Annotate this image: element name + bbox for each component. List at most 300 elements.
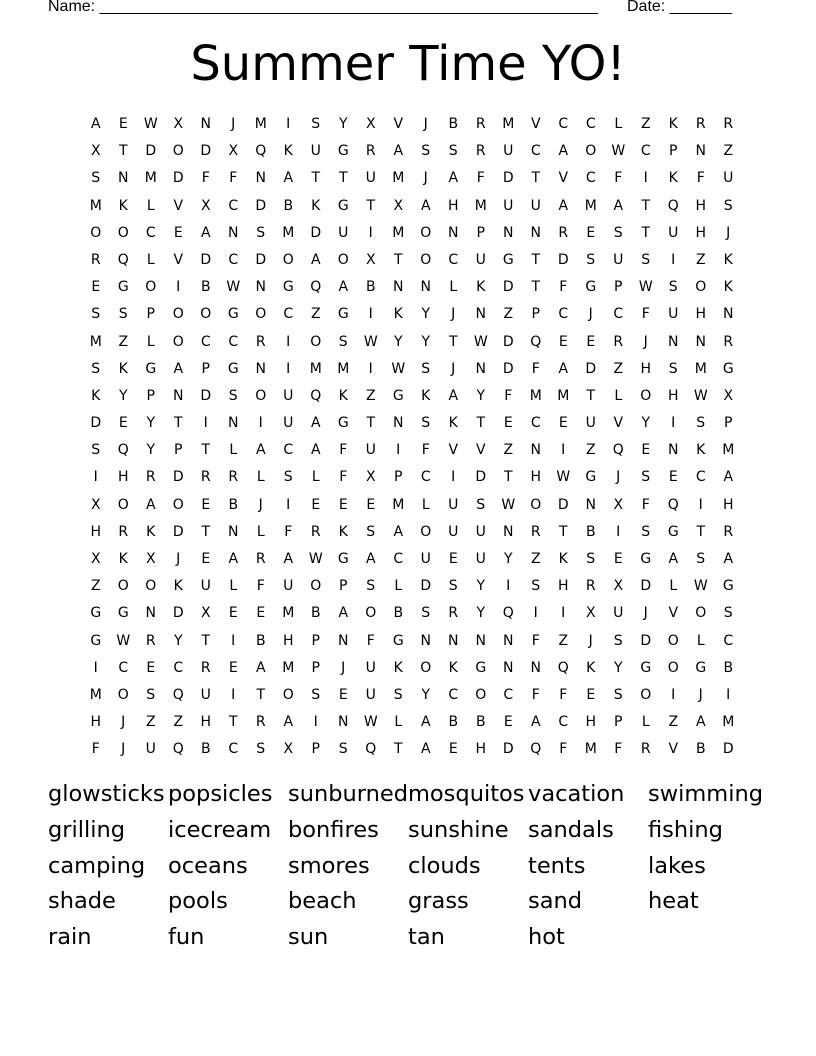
grid-cell[interactable]: X bbox=[90, 551, 101, 567]
grid-cell[interactable]: H bbox=[695, 306, 707, 323]
grid-cell[interactable]: O bbox=[145, 279, 157, 296]
grid-cell[interactable]: L bbox=[614, 387, 623, 404]
grid-cell[interactable]: L bbox=[256, 523, 265, 540]
grid-cell[interactable]: E bbox=[586, 224, 596, 241]
grid-cell[interactable]: P bbox=[174, 442, 183, 459]
grid-cell[interactable]: C bbox=[448, 686, 459, 703]
grid-cell[interactable]: H bbox=[530, 469, 542, 486]
grid-cell[interactable]: U bbox=[585, 415, 596, 432]
grid-cell[interactable]: C bbox=[530, 143, 541, 160]
grid-cell[interactable]: W bbox=[473, 333, 488, 350]
grid-cell[interactable]: L bbox=[229, 578, 238, 595]
grid-cell[interactable]: C bbox=[530, 415, 541, 432]
grid-cell[interactable]: K bbox=[311, 197, 321, 214]
grid-cell[interactable]: F bbox=[641, 306, 650, 323]
grid-cell[interactable]: W bbox=[693, 578, 708, 595]
grid-cell[interactable]: G bbox=[695, 659, 707, 676]
grid-cell[interactable]: J bbox=[616, 469, 621, 486]
grid-cell[interactable]: A bbox=[723, 469, 734, 486]
grid-cell[interactable]: S bbox=[311, 116, 321, 132]
grid-cell[interactable]: D bbox=[200, 251, 212, 268]
grid-cell[interactable]: X bbox=[393, 197, 404, 214]
grid-cell[interactable]: K bbox=[91, 387, 101, 404]
grid-cell[interactable]: D bbox=[502, 741, 514, 758]
grid-cell[interactable]: M bbox=[89, 333, 102, 350]
grid-cell[interactable]: J bbox=[643, 333, 648, 350]
grid-cell[interactable]: G bbox=[640, 551, 652, 567]
grid-cell[interactable]: G bbox=[585, 469, 597, 486]
grid-cell[interactable]: J bbox=[698, 686, 703, 703]
grid-cell[interactable]: U bbox=[145, 741, 156, 758]
grid-cell[interactable]: U bbox=[365, 170, 376, 187]
grid-cell[interactable]: F bbox=[614, 170, 623, 187]
grid-cell[interactable]: F bbox=[421, 442, 430, 459]
grid-cell[interactable]: A bbox=[723, 551, 734, 567]
grid-cell[interactable]: P bbox=[146, 306, 155, 323]
grid-cell[interactable]: N bbox=[448, 632, 459, 649]
grid-cell[interactable]: O bbox=[117, 578, 129, 595]
grid-cell[interactable]: E bbox=[91, 279, 101, 296]
grid-cell[interactable]: S bbox=[641, 251, 651, 268]
grid-cell[interactable]: L bbox=[614, 116, 623, 132]
grid-cell[interactable]: D bbox=[640, 632, 652, 649]
grid-cell[interactable]: Y bbox=[421, 686, 431, 703]
grid-cell[interactable]: O bbox=[420, 523, 432, 540]
grid-cell[interactable]: K bbox=[723, 251, 733, 268]
grid-cell[interactable]: R bbox=[475, 116, 486, 132]
grid-cell[interactable]: K bbox=[448, 659, 458, 676]
grid-cell[interactable]: I bbox=[176, 279, 181, 296]
grid-cell[interactable]: N bbox=[585, 496, 596, 513]
grid-cell[interactable]: M bbox=[584, 197, 597, 214]
grid-cell[interactable]: S bbox=[613, 224, 623, 241]
grid-cell[interactable]: Q bbox=[530, 741, 542, 758]
grid-cell[interactable]: A bbox=[310, 442, 321, 459]
grid-cell[interactable]: V bbox=[613, 415, 624, 432]
grid-cell[interactable]: O bbox=[310, 333, 322, 350]
grid-cell[interactable]: N bbox=[503, 224, 514, 241]
grid-cell[interactable]: I bbox=[368, 360, 373, 377]
grid-cell[interactable]: X bbox=[613, 496, 624, 513]
grid-cell[interactable]: P bbox=[339, 578, 348, 595]
grid-cell[interactable]: M bbox=[89, 686, 102, 703]
grid-cell[interactable]: A bbox=[90, 116, 101, 132]
grid-cell[interactable]: C bbox=[448, 251, 459, 268]
grid-cell[interactable]: O bbox=[117, 224, 129, 241]
grid-cell[interactable]: U bbox=[448, 523, 459, 540]
grid-cell[interactable]: L bbox=[256, 469, 265, 486]
grid-cell[interactable]: J bbox=[588, 632, 593, 649]
grid-cell[interactable]: G bbox=[337, 197, 349, 214]
grid-cell[interactable]: N bbox=[145, 605, 156, 622]
grid-cell[interactable]: I bbox=[231, 686, 236, 703]
grid-cell[interactable]: F bbox=[284, 523, 293, 540]
grid-cell[interactable]: P bbox=[476, 224, 485, 241]
grid-cell[interactable]: N bbox=[448, 224, 459, 241]
grid-cell[interactable]: A bbox=[255, 659, 266, 676]
grid-cell[interactable]: S bbox=[586, 251, 596, 268]
grid-cell[interactable]: T bbox=[531, 170, 541, 187]
grid-cell[interactable]: E bbox=[448, 551, 458, 567]
grid-cell[interactable]: I bbox=[616, 523, 621, 540]
grid-cell[interactable]: E bbox=[503, 415, 513, 432]
grid-cell[interactable]: C bbox=[283, 306, 294, 323]
grid-cell[interactable]: K bbox=[338, 387, 348, 404]
grid-cell[interactable]: R bbox=[118, 523, 129, 540]
grid-cell[interactable]: K bbox=[118, 551, 128, 567]
grid-cell[interactable]: R bbox=[310, 523, 321, 540]
grid-cell[interactable]: G bbox=[227, 306, 239, 323]
grid-cell[interactable]: N bbox=[530, 442, 541, 459]
grid-cell[interactable]: C bbox=[723, 632, 734, 649]
grid-cell[interactable]: M bbox=[694, 360, 707, 377]
grid-cell[interactable]: S bbox=[421, 360, 431, 377]
grid-cell[interactable]: O bbox=[282, 251, 294, 268]
grid-cell[interactable]: A bbox=[558, 143, 569, 160]
grid-cell[interactable]: A bbox=[173, 360, 184, 377]
grid-cell[interactable]: W bbox=[226, 279, 241, 296]
grid-cell[interactable]: L bbox=[146, 333, 155, 350]
grid-cell[interactable]: P bbox=[201, 360, 210, 377]
grid-cell[interactable]: R bbox=[613, 333, 624, 350]
grid-cell[interactable]: S bbox=[256, 741, 266, 758]
grid-cell[interactable]: J bbox=[258, 496, 263, 513]
grid-cell[interactable]: U bbox=[365, 686, 376, 703]
date-field[interactable] bbox=[627, 0, 732, 16]
grid-cell[interactable]: P bbox=[531, 306, 540, 323]
grid-cell[interactable]: S bbox=[421, 415, 431, 432]
grid-cell[interactable]: G bbox=[337, 415, 349, 432]
grid-cell[interactable]: Q bbox=[502, 605, 514, 622]
grid-cell[interactable]: D bbox=[640, 578, 652, 595]
grid-cell[interactable]: U bbox=[420, 551, 431, 567]
grid-cell[interactable]: L bbox=[641, 714, 650, 731]
grid-cell[interactable]: D bbox=[255, 197, 267, 214]
grid-cell[interactable]: D bbox=[557, 496, 569, 513]
grid-cell[interactable]: X bbox=[228, 143, 239, 160]
grid-cell[interactable]: K bbox=[448, 415, 458, 432]
grid-cell[interactable]: J bbox=[341, 659, 346, 676]
grid-cell[interactable]: A bbox=[448, 387, 459, 404]
grid-cell[interactable]: G bbox=[667, 523, 679, 540]
grid-cell[interactable]: N bbox=[200, 116, 211, 132]
grid-cell[interactable]: R bbox=[558, 224, 569, 241]
grid-cell[interactable]: X bbox=[200, 605, 211, 622]
grid-cell[interactable]: L bbox=[394, 578, 403, 595]
grid-cell[interactable]: M bbox=[722, 714, 735, 731]
grid-cell[interactable]: Y bbox=[118, 387, 128, 404]
grid-cell[interactable]: T bbox=[641, 224, 651, 241]
grid-cell[interactable]: X bbox=[365, 116, 376, 132]
grid-cell[interactable]: Z bbox=[118, 333, 129, 350]
grid-cell[interactable]: M bbox=[89, 197, 102, 214]
grid-cell[interactable]: K bbox=[668, 116, 678, 132]
grid-cell[interactable]: Z bbox=[503, 442, 514, 459]
grid-cell[interactable]: S bbox=[91, 360, 101, 377]
grid-cell[interactable]: D bbox=[172, 605, 184, 622]
grid-cell[interactable]: V bbox=[668, 605, 679, 622]
grid-cell[interactable]: F bbox=[614, 741, 623, 758]
grid-cell[interactable]: V bbox=[173, 197, 184, 214]
grid-cell[interactable]: U bbox=[310, 143, 321, 160]
grid-cell[interactable]: C bbox=[695, 469, 706, 486]
grid-cell[interactable]: S bbox=[366, 523, 376, 540]
grid-cell[interactable]: R bbox=[145, 632, 156, 649]
grid-cell[interactable]: A bbox=[365, 551, 376, 567]
grid-cell[interactable]: M bbox=[529, 387, 542, 404]
grid-cell[interactable]: S bbox=[283, 469, 293, 486]
grid-cell[interactable]: S bbox=[696, 551, 706, 567]
grid-cell[interactable]: R bbox=[255, 714, 266, 731]
grid-cell[interactable]: B bbox=[310, 605, 321, 622]
grid-cell[interactable]: N bbox=[695, 143, 706, 160]
grid-cell[interactable]: Z bbox=[530, 551, 541, 567]
grid-cell[interactable]: T bbox=[311, 170, 321, 187]
grid-cell[interactable]: U bbox=[503, 143, 514, 160]
grid-cell[interactable]: Z bbox=[173, 714, 184, 731]
grid-cell[interactable]: K bbox=[118, 360, 128, 377]
grid-cell[interactable]: U bbox=[475, 523, 486, 540]
grid-cell[interactable]: D bbox=[722, 741, 734, 758]
grid-cell[interactable]: I bbox=[671, 415, 676, 432]
grid-cell[interactable]: S bbox=[393, 686, 403, 703]
grid-cell[interactable]: I bbox=[671, 686, 676, 703]
grid-cell[interactable]: H bbox=[90, 714, 102, 731]
grid-cell[interactable]: S bbox=[668, 279, 678, 296]
grid-cell[interactable]: H bbox=[475, 741, 487, 758]
grid-cell[interactable]: B bbox=[200, 741, 211, 758]
grid-cell[interactable]: C bbox=[228, 251, 239, 268]
grid-cell[interactable]: U bbox=[668, 306, 679, 323]
grid-cell[interactable]: K bbox=[723, 279, 733, 296]
grid-cell[interactable]: K bbox=[476, 279, 486, 296]
grid-cell[interactable]: O bbox=[255, 306, 267, 323]
grid-cell[interactable]: S bbox=[311, 686, 321, 703]
grid-cell[interactable]: A bbox=[558, 360, 569, 377]
grid-cell[interactable]: Z bbox=[695, 251, 706, 268]
grid-cell[interactable]: S bbox=[476, 496, 486, 513]
grid-cell[interactable]: Y bbox=[476, 387, 486, 404]
grid-cell[interactable]: F bbox=[559, 741, 568, 758]
grid-cell[interactable]: Z bbox=[558, 632, 569, 649]
grid-cell[interactable]: N bbox=[475, 632, 486, 649]
grid-cell[interactable]: C bbox=[118, 659, 129, 676]
grid-cell[interactable]: D bbox=[200, 387, 212, 404]
grid-cell[interactable]: G bbox=[722, 578, 734, 595]
grid-cell[interactable]: K bbox=[146, 523, 156, 540]
grid-cell[interactable]: X bbox=[365, 469, 376, 486]
grid-cell[interactable]: T bbox=[586, 387, 596, 404]
grid-cell[interactable]: I bbox=[533, 605, 538, 622]
grid-cell[interactable]: C bbox=[200, 333, 211, 350]
grid-cell[interactable]: S bbox=[723, 605, 733, 622]
grid-cell[interactable]: E bbox=[586, 333, 596, 350]
grid-cell[interactable]: T bbox=[641, 197, 651, 214]
grid-cell[interactable]: R bbox=[640, 741, 651, 758]
grid-cell[interactable]: N bbox=[228, 224, 239, 241]
grid-cell[interactable]: O bbox=[172, 333, 184, 350]
grid-cell[interactable]: W bbox=[611, 143, 626, 160]
grid-cell[interactable]: Y bbox=[476, 578, 486, 595]
grid-cell[interactable]: T bbox=[696, 523, 706, 540]
grid-cell[interactable]: Y bbox=[641, 415, 651, 432]
grid-cell[interactable]: R bbox=[200, 469, 211, 486]
grid-cell[interactable]: T bbox=[256, 686, 266, 703]
grid-cell[interactable]: L bbox=[311, 469, 320, 486]
grid-cell[interactable]: S bbox=[91, 306, 101, 323]
grid-cell[interactable]: U bbox=[200, 686, 211, 703]
grid-cell[interactable]: U bbox=[475, 551, 486, 567]
grid-cell[interactable]: I bbox=[286, 496, 291, 513]
grid-cell[interactable]: F bbox=[339, 442, 348, 459]
grid-cell[interactable]: C bbox=[558, 714, 569, 731]
grid-cell[interactable]: Y bbox=[393, 333, 403, 350]
grid-cell[interactable]: O bbox=[667, 659, 679, 676]
grid-cell[interactable]: H bbox=[695, 224, 707, 241]
grid-cell[interactable]: O bbox=[365, 605, 377, 622]
grid-cell[interactable]: N bbox=[338, 714, 349, 731]
grid-cell[interactable]: R bbox=[585, 578, 596, 595]
grid-cell[interactable]: P bbox=[614, 714, 623, 731]
grid-cell[interactable]: N bbox=[255, 170, 266, 187]
grid-cell[interactable]: F bbox=[256, 578, 265, 595]
grid-cell[interactable]: A bbox=[310, 251, 321, 268]
grid-cell[interactable]: F bbox=[201, 170, 210, 187]
grid-cell[interactable]: A bbox=[283, 551, 294, 567]
grid-cell[interactable]: O bbox=[420, 251, 432, 268]
grid-cell[interactable]: V bbox=[558, 170, 569, 187]
grid-cell[interactable]: X bbox=[173, 116, 184, 132]
grid-cell[interactable]: O bbox=[585, 143, 597, 160]
grid-cell[interactable]: R bbox=[200, 659, 211, 676]
grid-cell[interactable]: D bbox=[172, 469, 184, 486]
grid-cell[interactable]: P bbox=[311, 659, 320, 676]
grid-cell[interactable]: Z bbox=[145, 714, 156, 731]
grid-cell[interactable]: M bbox=[282, 605, 295, 622]
grid-cell[interactable]: N bbox=[475, 360, 486, 377]
name-field[interactable] bbox=[48, 0, 598, 16]
grid-cell[interactable]: R bbox=[255, 333, 266, 350]
grid-cell[interactable]: R bbox=[145, 469, 156, 486]
grid-cell[interactable]: O bbox=[420, 224, 432, 241]
grid-cell[interactable]: R bbox=[90, 251, 101, 268]
grid-cell[interactable]: N bbox=[530, 224, 541, 241]
grid-cell[interactable]: E bbox=[338, 686, 348, 703]
grid-cell[interactable]: R bbox=[228, 469, 239, 486]
grid-cell[interactable]: L bbox=[394, 714, 403, 731]
grid-cell[interactable]: O bbox=[310, 578, 322, 595]
grid-cell[interactable]: H bbox=[585, 714, 597, 731]
grid-cell[interactable]: C bbox=[585, 116, 596, 132]
grid-cell[interactable]: Q bbox=[172, 741, 184, 758]
grid-cell[interactable]: U bbox=[283, 387, 294, 404]
grid-cell[interactable]: C bbox=[283, 442, 294, 459]
grid-cell[interactable]: K bbox=[668, 170, 678, 187]
grid-cell[interactable]: D bbox=[502, 360, 514, 377]
grid-cell[interactable]: S bbox=[668, 360, 678, 377]
grid-cell[interactable]: K bbox=[393, 659, 403, 676]
grid-cell[interactable]: W bbox=[391, 360, 406, 377]
grid-cell[interactable]: G bbox=[145, 360, 157, 377]
grid-cell[interactable]: W bbox=[308, 551, 323, 567]
grid-cell[interactable]: I bbox=[258, 415, 263, 432]
grid-cell[interactable]: D bbox=[255, 251, 267, 268]
grid-cell[interactable]: Z bbox=[585, 442, 596, 459]
grid-cell[interactable]: M bbox=[144, 170, 157, 187]
grid-cell[interactable]: C bbox=[393, 551, 404, 567]
grid-cell[interactable]: J bbox=[726, 224, 731, 241]
grid-cell[interactable]: A bbox=[310, 415, 321, 432]
grid-cell[interactable]: A bbox=[393, 523, 404, 540]
grid-cell[interactable]: X bbox=[585, 605, 596, 622]
grid-cell[interactable]: A bbox=[145, 496, 156, 513]
grid-cell[interactable]: U bbox=[613, 251, 624, 268]
grid-cell[interactable]: L bbox=[696, 632, 705, 649]
grid-cell[interactable]: D bbox=[172, 170, 184, 187]
grid-cell[interactable]: Z bbox=[310, 306, 321, 323]
grid-cell[interactable]: O bbox=[172, 306, 184, 323]
grid-cell[interactable]: H bbox=[200, 714, 212, 731]
grid-cell[interactable]: Z bbox=[613, 360, 624, 377]
grid-cell[interactable]: G bbox=[722, 360, 734, 377]
grid-cell[interactable]: D bbox=[420, 578, 432, 595]
grid-cell[interactable]: U bbox=[448, 496, 459, 513]
grid-cell[interactable]: R bbox=[530, 523, 541, 540]
grid-cell[interactable]: F bbox=[504, 387, 513, 404]
grid-cell[interactable]: F bbox=[339, 469, 348, 486]
grid-cell[interactable]: U bbox=[475, 251, 486, 268]
grid-cell[interactable]: N bbox=[668, 333, 679, 350]
grid-cell[interactable]: H bbox=[90, 523, 102, 540]
grid-cell[interactable]: V bbox=[393, 116, 404, 132]
grid-cell[interactable]: F bbox=[531, 686, 540, 703]
grid-cell[interactable]: O bbox=[695, 605, 707, 622]
grid-cell[interactable]: D bbox=[90, 415, 102, 432]
grid-cell[interactable]: Q bbox=[310, 279, 322, 296]
grid-cell[interactable]: Z bbox=[640, 116, 651, 132]
grid-cell[interactable]: J bbox=[451, 360, 456, 377]
grid-cell[interactable]: A bbox=[200, 224, 211, 241]
grid-cell[interactable]: X bbox=[200, 197, 211, 214]
grid-cell[interactable]: H bbox=[640, 360, 652, 377]
grid-cell[interactable]: I bbox=[643, 170, 648, 187]
grid-cell[interactable]: S bbox=[91, 442, 101, 459]
grid-cell[interactable]: W bbox=[116, 632, 131, 649]
grid-cell[interactable]: O bbox=[117, 496, 129, 513]
grid-cell[interactable]: D bbox=[172, 523, 184, 540]
grid-cell[interactable]: S bbox=[338, 741, 348, 758]
grid-cell[interactable]: N bbox=[420, 632, 431, 649]
grid-cell[interactable]: E bbox=[173, 224, 183, 241]
grid-cell[interactable]: I bbox=[286, 116, 291, 132]
grid-cell[interactable]: E bbox=[201, 496, 211, 513]
grid-cell[interactable]: Y bbox=[146, 442, 156, 459]
grid-cell[interactable]: O bbox=[475, 686, 487, 703]
grid-cell[interactable]: Q bbox=[557, 659, 569, 676]
grid-cell[interactable]: S bbox=[641, 523, 651, 540]
grid-cell[interactable]: U bbox=[365, 442, 376, 459]
grid-cell[interactable]: N bbox=[668, 442, 679, 459]
grid-cell[interactable]: C bbox=[613, 306, 624, 323]
grid-cell[interactable]: D bbox=[502, 279, 514, 296]
grid-cell[interactable]: C bbox=[145, 224, 156, 241]
grid-cell[interactable]: F bbox=[559, 279, 568, 296]
grid-cell[interactable]: E bbox=[558, 333, 568, 350]
grid-cell[interactable]: C bbox=[558, 116, 569, 132]
grid-cell[interactable]: Y bbox=[503, 551, 513, 567]
grid-cell[interactable]: O bbox=[640, 686, 652, 703]
grid-cell[interactable]: S bbox=[228, 387, 238, 404]
